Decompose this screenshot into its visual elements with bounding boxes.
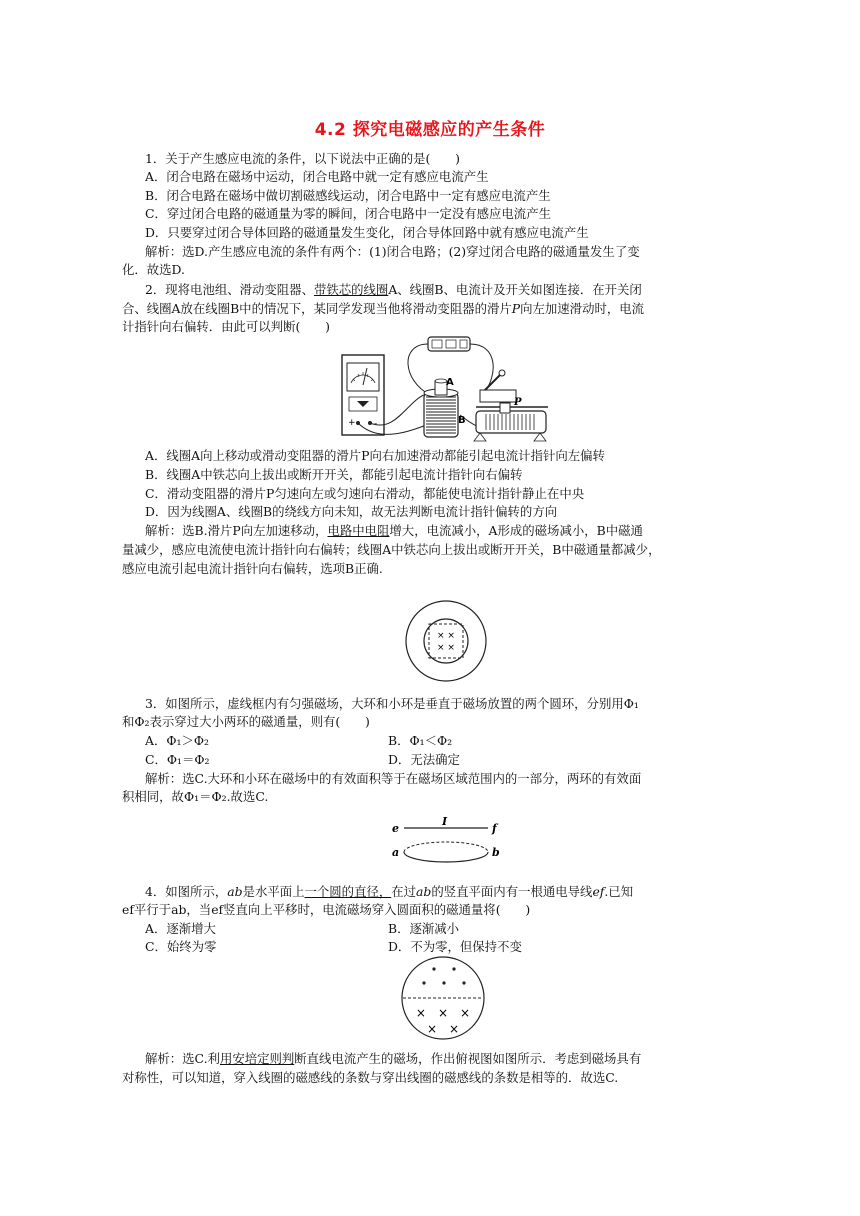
q2-analysis-line2: 量减少，感应电流使电流计指针向右偏转；线圈A中铁芯向上拔出或断开开关，B中磁通量都减少， [122, 542, 661, 557]
q4-stem-line2: ef平行于ab，当ef竖直向上平移时，电流磁场穿入圆面积的磁通量将( ) [122, 902, 531, 917]
field-marks-top: × × [437, 631, 455, 641]
q2-analysis-line1: 解析：选B.滑片P向左加速移动，电路中电阻增大，电流减小，A形成的磁场减小，B中磁通 [145, 523, 643, 538]
q2-stem-line1: 2．现将电池组、滑动变阻器、带铁芯的线圈A、线圈B、电流计及开关如图连接．在开关闭 [145, 282, 642, 297]
q2-stem-line3: 计指针向右偏转．由此可以判断( ) [122, 319, 330, 334]
q2-option-a: A．线圈A向上移动或滑动变阻器的滑片P向右加速滑动都能引起电流计指针向左偏转 [145, 448, 605, 463]
q2-option-c: C．滑动变阻器的滑片P匀速向左或匀速向右滑动，都能使电流计指针静止在中央 [145, 486, 585, 501]
q2-analysis-line3: 感应电流引起电流计指针向右偏转，选项B正确. [122, 561, 383, 576]
q3-option-d: D．无法确定 [388, 752, 460, 767]
cross-marks-row1: × × × [415, 1006, 471, 1020]
q1-option-d: D．只要穿过闭合导体回路的磁通量发生变化，闭合导体回路中就有感应电流产生 [145, 225, 589, 240]
q4-option-b: B．逐渐减小 [388, 921, 460, 936]
slider-p-label: P [514, 397, 522, 408]
q3-option-b: B．Φ₁＜Φ₂ [388, 733, 453, 748]
field-marks-bottom: × × [437, 643, 455, 653]
q3-stem-line2: 和Φ₂表示穿过大小两环的磁通量，则有( ) [122, 714, 370, 729]
q4-stem-line1: 4．如图所示，ab是水平面上一个圆的直径，在过ab的竖直平面内有一根通电导线ef.已知 [145, 884, 634, 899]
q1-analysis-line1: 解析：选D.产生感应电流的条件有两个：(1)闭合电路；(2)穿过闭合电路的磁通量发生了变 [145, 244, 640, 259]
label-a: a [392, 846, 400, 859]
circuit-figure [340, 335, 555, 445]
rings-field-figure [403, 598, 489, 684]
label-e: e [392, 822, 399, 835]
q3-analysis-line1: 解析：选C.大环和小环在磁场中的有效面积等于在磁场区域范围内的一部分，两环的有效面 [145, 771, 642, 786]
q2-stem-line2: 合、线圈A放在线圈B中的情况下，某同学发现当他将滑动变阻器的滑片P向左加速滑动时，电流 [122, 301, 645, 316]
q1-stem: 1．关于产生感应电流的条件，以下说法中正确的是( ) [145, 151, 460, 166]
coil-a-label: A [446, 377, 454, 388]
q3-option-a: A．Φ₁＞Φ₂ [145, 733, 209, 748]
q4-analysis-line2: 对称性，可以知道，穿入线圈的磁感线的条数与穿出线圈的磁感线的条数是相等的．故选C. [122, 1070, 619, 1085]
q3-stem-line1: 3．如图所示，虚线框内有匀强磁场，大环和小环是垂直于磁场放置的两个圆环，分别用Φ₁ [145, 696, 639, 711]
svg-text:-: - [374, 419, 378, 429]
label-b: b [492, 846, 500, 859]
q1-option-c: C．穿过闭合电路的磁通量为零的瞬间，闭合电路中一定没有感应电流产生 [145, 206, 551, 221]
page-title: 4.2 探究电磁感应的产生条件 [314, 120, 546, 140]
q2-option-b: B．线圈A中铁芯向上拔出或断开开关，都能引起电流计指针向右偏转 [145, 467, 523, 482]
q3-analysis-line2: 积相同，故Φ₁＝Φ₂.故选C. [122, 789, 269, 804]
q4-analysis-line1: 解析：选C.利用安培定则判断直线电流产生的磁场，作出俯视图如图所示．考虑到磁场具有 [145, 1051, 642, 1066]
label-f: f [492, 822, 497, 835]
q3-option-c: C．Φ₁＝Φ₂ [145, 752, 210, 767]
q4-option-d: D．不为零，但保持不变 [388, 939, 522, 954]
q1-option-b: B．闭合电路在磁场中做切割磁感线运动，闭合电路中一定有感应电流产生 [145, 188, 551, 203]
wire-circle-figure [386, 815, 506, 881]
top-view-figure [398, 955, 488, 1041]
label-i: I [442, 815, 448, 828]
q4-option-c: C．始终为零 [145, 939, 217, 954]
q4-option-a: A．逐渐增大 [145, 921, 216, 936]
svg-text:+: + [348, 418, 356, 428]
coil-b-label: B [458, 415, 466, 426]
q1-analysis-line2: 化．故选D. [122, 262, 185, 277]
cross-marks-row2: × × [426, 1022, 460, 1036]
q2-option-d: D．因为线圈A、线圈B的绕线方向未知，故无法判断电流计指针偏转的方向 [145, 504, 558, 519]
q1-option-a: A．闭合电路在磁场中运动，闭合电路中就一定有感应电流产生 [145, 169, 489, 184]
